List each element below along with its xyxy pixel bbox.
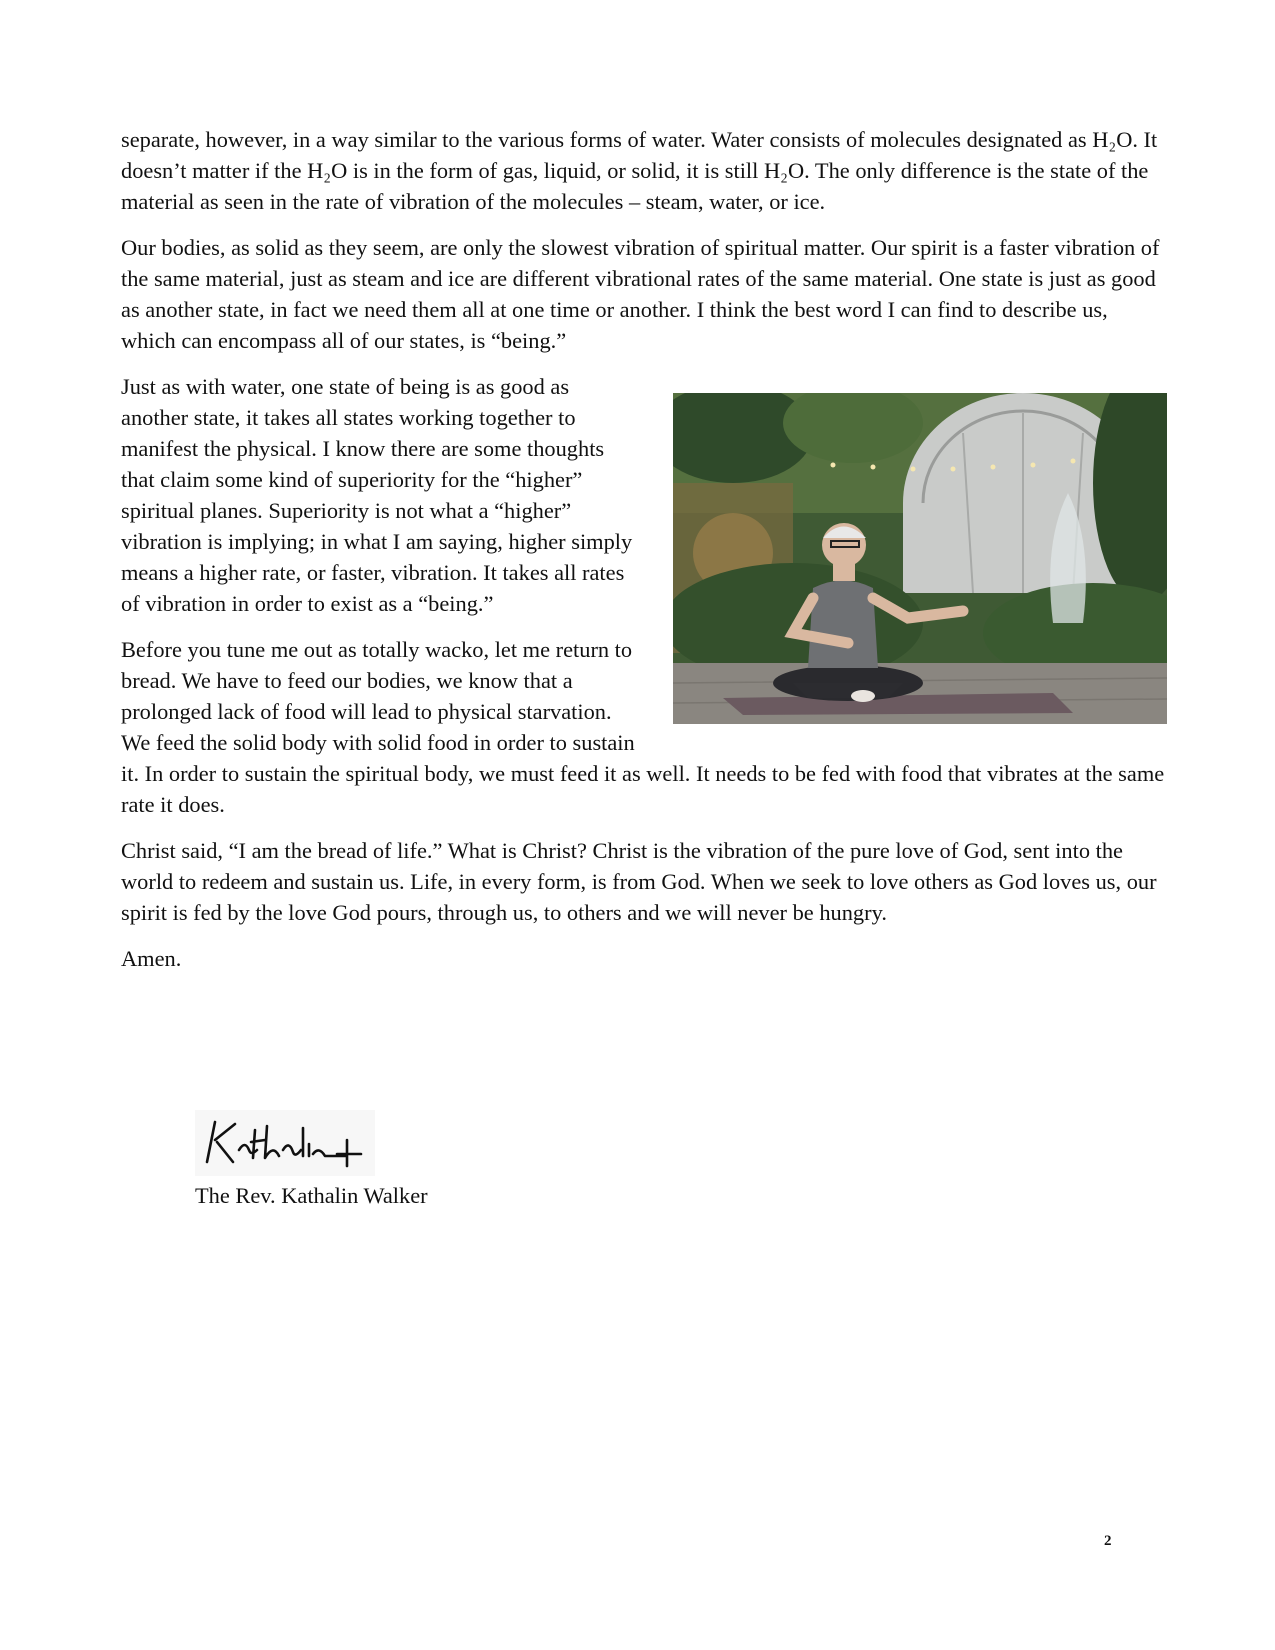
paragraph-bread: Before you tune me out as totally wacko, let me return to bread. We have to feed our bodies, we know that a prolonged lack of food will lead to physical starvation. We feed the solid body with solid food in order to sustain it. In order to sustain the spiritual body, we must feed it as well. It needs to be fed with food that vibrates at the same rate it does. [121, 637, 1165, 817]
signature-block [195, 1110, 695, 1211]
signer-name: The Rev. Kathalin Walker [195, 1183, 428, 1208]
document-body [121, 124, 1167, 989]
paragraph-amen: Amen. [121, 946, 182, 971]
page-number: 2 [1104, 1533, 1112, 1549]
paragraph-water-forms: separate, however, in a way similar to the various forms of water. Water consists of molecules designated as H₂O. It doesn’t matter if the H₂O is in the form of gas, liquid, or solid, it is still H₂O. The only difference is the state of the material as seen in the rate of vibration of the molecules – steam, water, or ice. [121, 127, 1158, 214]
meditation-photo [673, 393, 1167, 724]
handwritten-signature [195, 1110, 375, 1176]
paragraph-states-of-being: Just as with water, one state of being is as good as another state, it takes all states working together to manifest the physical. I know there are some thoughts that claim some kind of superiority for the “higher” spiritual planes. Superiority is not what a “higher” vibration is implying; in what I am saying, higher simply means a higher rate, or faster, vibration. It takes all rates of vibration in order to exist as a “being.” [121, 374, 633, 616]
paragraph-christ-bread-of-life: Christ said, “I am the bread of life.” What is Christ? Christ is the vibration of the pure love of God, sent into the world to redeem and sustain us. Life, in every form, is from God. When we seek to love others as God loves us, our spirit is fed by the love God pours, through us, to others and we will never be hungry. [121, 838, 1157, 925]
paragraph-bodies-vibration: Our bodies, as solid as they seem, are only the slowest vibration of spiritual matter. Our spirit is a faster vibration of the same material, just as steam and ice are different vibrational rates of the same material. One state is just as good as another state, in fact we need them all at one time or another. I think the best word I can find to describe us, which can encompass all of our states, is “being.” [121, 235, 1160, 353]
